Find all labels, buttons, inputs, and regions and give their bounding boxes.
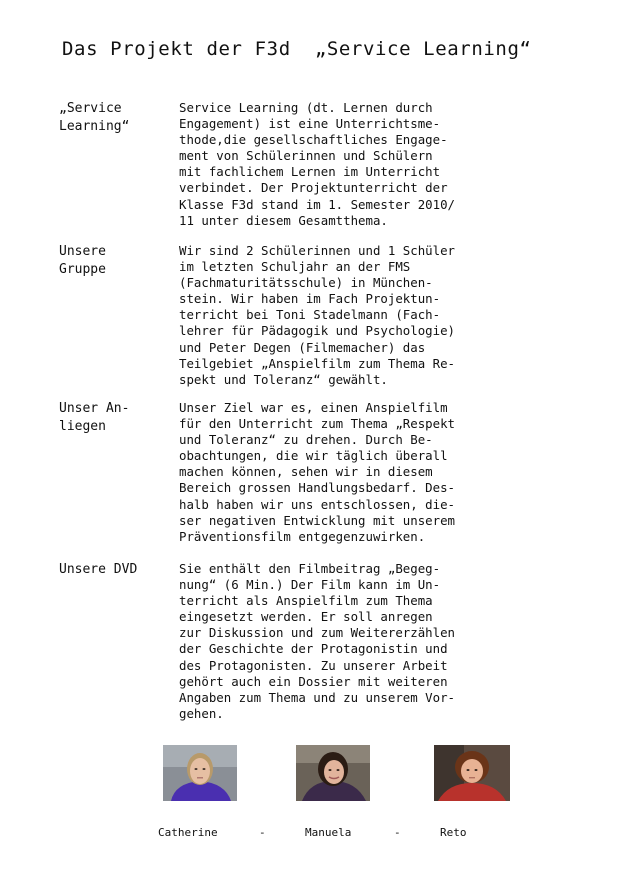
caption-separator: - — [394, 826, 401, 839]
section-text: Service Learning (dt. Lernen durch Engagement) ist eine Unterrichtsme- thode,die gesellschaftliches Engage- ment von Schülerinnen und Schülern mit fachlichem Lernen im Unterricht verbindet. Der Projektunterricht der Klasse F3d stand im 1. Semester 2010/ 11 unter diesem Gesamtthema. — [179, 100, 456, 228]
photo-reto — [434, 745, 510, 801]
page-title: Das Projekt der F3d „Service Learning“ — [62, 38, 532, 60]
caption-separator: - — [259, 826, 266, 839]
section-label: Unsere Gruppe — [59, 244, 106, 277]
section-text: Sie enthält den Filmbeitrag „Begeg- nung“ (6 Min.) Der Film kann im Un- terricht als Anspielfilm zum Thema eingesetzt werden. Er soll anregen zur Diskussion und zum Weitererzählen der Geschichte der Protagonistin und des Protagonisten. Zu unserer Arbeit gehört auch ein Dossier mit weiteren Angaben zum Thema und zu unserem Vor- gehen. — [179, 561, 456, 721]
caption-manuela: Manuela — [305, 826, 352, 839]
caption-reto: Reto — [440, 826, 467, 839]
photo-manuela — [296, 745, 370, 801]
photo-catherine — [163, 745, 237, 801]
section-label: „Service Learning“ — [59, 101, 130, 134]
caption-catherine: Catherine — [158, 826, 218, 839]
section-text: Wir sind 2 Schülerinnen und 1 Schüler im letzten Schuljahr an der FMS (Fachmaturitätsschule) in München- stein. Wir haben im Fach Projektun- terricht bei Toni Stadelmann (Fach- lehrer für Pädagogik und Psychologie) und Peter Degen (Filmemacher) das Teilgebiet „Anspielfilm zum Thema Re- spekt und Toleranz“ gewählt. — [179, 243, 456, 387]
section-label: Unser An- liegen — [59, 401, 130, 434]
section-text: Unser Ziel war es, einen Anspielfilm für den Unterricht zum Thema „Respekt und Toleranz“ zu drehen. Durch Be- obachtungen, die wir täglich überall machen können, sehen wir in diesem Bereich grossen Handlungsbedarf. Des- halb haben wir uns entschlossen, die- ser negativen Entwicklung mit unserem Präventionsfilm entgegenzuwirken. — [179, 400, 456, 544]
section-label: Unsere DVD — [59, 562, 138, 577]
